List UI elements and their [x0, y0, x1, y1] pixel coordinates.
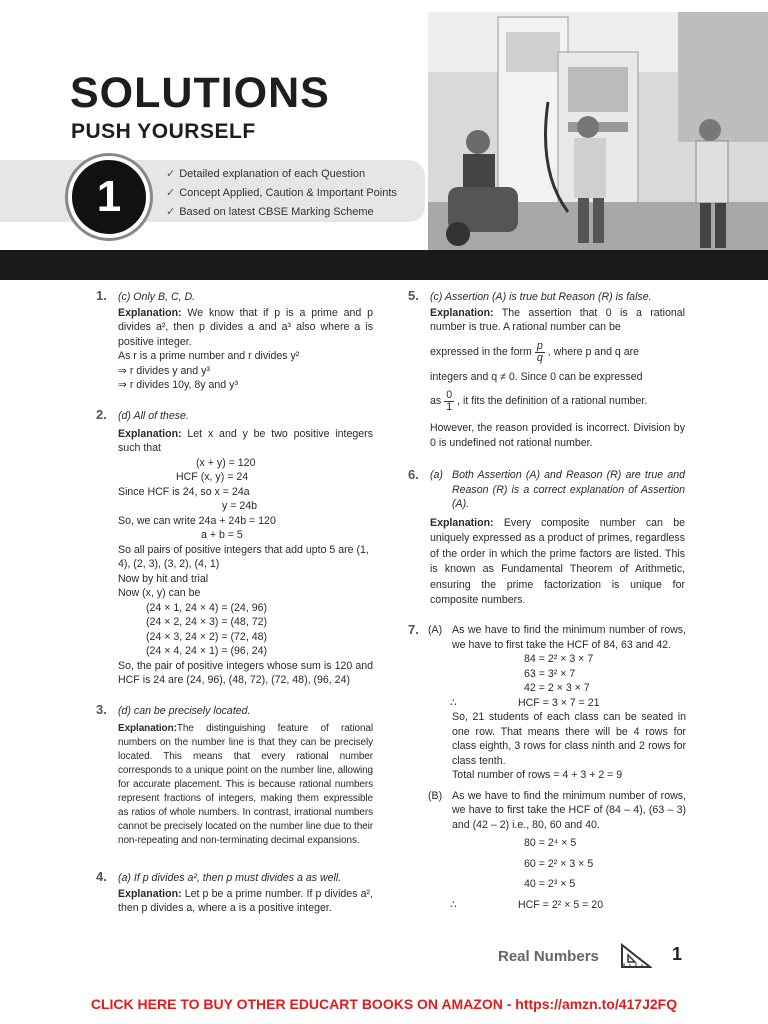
explanation-text: Now (x, y) can be — [118, 587, 201, 599]
explanation-text: ⇒ r divides 10y, 8y and y³ — [118, 379, 238, 391]
explanation-text: As we have to find the minimum number of rows, we have to first take the HCF of (84 – 4), (63 – 3) and (42 – 2) i.e., 80, 60 and 40. — [452, 789, 686, 831]
equation: HCF (x, y) = 24 — [176, 471, 249, 483]
answer-option: Both Assertion (A) and Reason (R) are true and Reason (R) is a correct explanation of Assertion (A). — [452, 469, 685, 510]
explanation-label: Explanation: — [118, 887, 182, 900]
explanation-text: as — [430, 395, 442, 408]
explanation-text: integers and q ≠ 0. Since 0 can be expressed — [430, 370, 643, 383]
answer-option: (a) If p divides a², then p must divides a as well. — [118, 872, 342, 884]
equation: 63 = 3² × 7 — [524, 667, 576, 680]
therefore-symbol: ∴ — [450, 898, 457, 911]
question-number: 6. — [408, 467, 419, 482]
answer-block-3 — [118, 704, 373, 848]
explanation-text: , it fits the definition of a rational number. — [457, 395, 648, 408]
explanation-text: We know that if p is a prime and p divides a², then p divides a and a³ also where a is positive integer. — [118, 306, 373, 348]
explanation-text: ⇒ r divides y and y³ — [118, 364, 210, 377]
answer-block-5 — [430, 290, 685, 450]
check-icon: ✓ — [166, 187, 176, 199]
equation: 80 = 2⁴ × 5 — [524, 837, 577, 849]
explanation-label: Explanation: — [430, 306, 494, 319]
equation: y = 24b — [222, 500, 258, 512]
chapter-footer-title: Real Numbers — [498, 948, 599, 965]
explanation-text: As r is a prime number and r divides y² — [118, 350, 300, 362]
answer-block-4 — [118, 871, 373, 916]
explanation-text: The distinguishing feature of rational numbers on the number line is that they can be precisely located. This means that every rational number corresponds to a unique point on the number line, allowing for accurate placement. This is because rational numbers represent fractions of integers, making them expressible as ratios of whole numbers. In contrast, irrational numbers cannot be precisely located on the number line due to their non-repeating and non-terminating decimal expansions. — [118, 722, 373, 846]
explanation-text: As we have to find the minimum number of rows, we have to first take the HCF of 84, 63 and 42. — [452, 624, 686, 651]
equation: (24 × 2, 24 × 3) = (48, 72) — [146, 616, 268, 628]
question-number: 5. — [408, 288, 419, 303]
equation: (x + y) = 120 — [196, 456, 256, 469]
equation: HCF = 3 × 7 = 21 — [518, 696, 600, 709]
check-icon: ✓ — [166, 206, 176, 218]
answer-block-6 — [430, 468, 685, 609]
explanation-text: The assertion that 0 is a rational number is true. A rational number can be — [430, 306, 685, 333]
therefore-symbol: ∴ — [450, 696, 457, 709]
equation: (24 × 3, 24 × 2) = (72, 48) — [146, 630, 268, 643]
part-label: (B) — [428, 789, 443, 802]
explanation-text: So, 21 students of each class can be seated in one row. That means there will be 4 rows for class eighth, 3 rows for class ninth and 2 rows for class tenth. — [452, 711, 686, 767]
question-number: 1. — [96, 288, 107, 303]
part-label: (A) — [428, 624, 443, 636]
feature-item: ✓ Concept Applied, Caution & Important Points — [166, 187, 397, 199]
equation: 84 = 2² × 3 × 7 — [524, 653, 594, 665]
answer-option: (c) Only B, C, D. — [118, 291, 196, 303]
explanation-text: Total number of rows = 4 + 3 + 2 = 9 — [452, 769, 623, 781]
answer-option: (d) can be precisely located. — [118, 705, 251, 717]
amazon-promo-link[interactable]: CLICK HERE TO BUY OTHER EDUCART BOOKS ON AMAZON - https://amzn.to/417J2FQ — [90, 996, 678, 1012]
explanation-label: Explanation: — [118, 306, 182, 319]
check-icon: ✓ — [166, 168, 176, 180]
page-subtitle: PUSH YOURSELF — [71, 120, 256, 143]
explanation-text: So, the pair of positive integers whose sum is 120 and HCF is 24 are (24, 96), (48, 72), (72, 48), (96, 24) — [118, 659, 373, 686]
fraction-p-over-q: p q — [536, 339, 543, 364]
answer-block-2 — [118, 409, 373, 688]
equation: 40 = 2³ × 5 — [524, 878, 576, 890]
question-number: 4. — [96, 869, 107, 884]
set-square-icon — [620, 943, 652, 974]
explanation-text: Every composite number can be uniquely expressed as a product of primes, regardless of the order in which the prime factors are listed. This is known as Fundamental Theorem of Arithmetic, ensuring the prime factorization is unique for composite numbers. — [430, 516, 685, 606]
explanation-text: So, we can write 24a + 24b = 120 — [118, 514, 276, 527]
explanation-text: , where p and q are — [547, 345, 640, 358]
explanation-text: Let x and y be two positive integers such that — [118, 427, 373, 454]
header-band — [0, 250, 768, 280]
page-number: 1 — [672, 944, 683, 964]
explanation-text: Now by hit and trial — [118, 572, 209, 585]
question-number: 7. — [408, 622, 419, 637]
answer-block-1 — [118, 290, 373, 393]
feature-item: ✓ Detailed explanation of each Question — [166, 168, 366, 180]
explanation-text: Since HCF is 24, so x = 24a — [118, 485, 250, 498]
chapter-number-badge: 1 — [68, 156, 150, 238]
question-number: 2. — [96, 407, 107, 422]
equation: (24 × 4, 24 × 1) = (96, 24) — [146, 645, 268, 657]
header-photo — [428, 12, 768, 250]
explanation-label: Explanation: — [118, 722, 177, 734]
explanation-text: Let p be a prime number. If p divides a², then p divides a, where a is a positive integer. — [118, 887, 373, 914]
explanation-text: expressed in the form — [430, 345, 532, 358]
equation: HCF = 2² × 5 = 20 — [518, 898, 604, 911]
feature-item: ✓ Based on latest CBSE Marking Scheme — [166, 206, 374, 218]
answer-option: (d) All of these. — [118, 410, 189, 422]
equation: (24 × 1, 24 × 4) = (24, 96) — [146, 601, 268, 614]
equation: 60 = 2² × 3 × 5 — [524, 857, 594, 870]
fraction-zero-over-one: 0 1 — [446, 389, 453, 413]
answer-option-letter: (a) — [430, 469, 443, 481]
explanation-label: Explanation: — [118, 427, 182, 440]
explanation-label: Explanation: — [430, 516, 494, 529]
answer-block-7 — [428, 623, 686, 912]
equation: a + b = 5 — [201, 529, 243, 541]
answer-option: (c) Assertion (A) is true but Reason (R) is false. — [430, 291, 652, 303]
question-number: 3. — [96, 702, 107, 717]
equation: 42 = 2 × 3 × 7 — [524, 682, 590, 694]
explanation-text: So all pairs of positive integers that add upto 5 are (1, 4), (2, 3), (3, 2), (4, 1) — [118, 543, 369, 570]
page-title: SOLUTIONS — [70, 69, 330, 117]
explanation-text: However, the reason provided is incorrect. Division by 0 is undefined not rational number. — [430, 422, 685, 449]
